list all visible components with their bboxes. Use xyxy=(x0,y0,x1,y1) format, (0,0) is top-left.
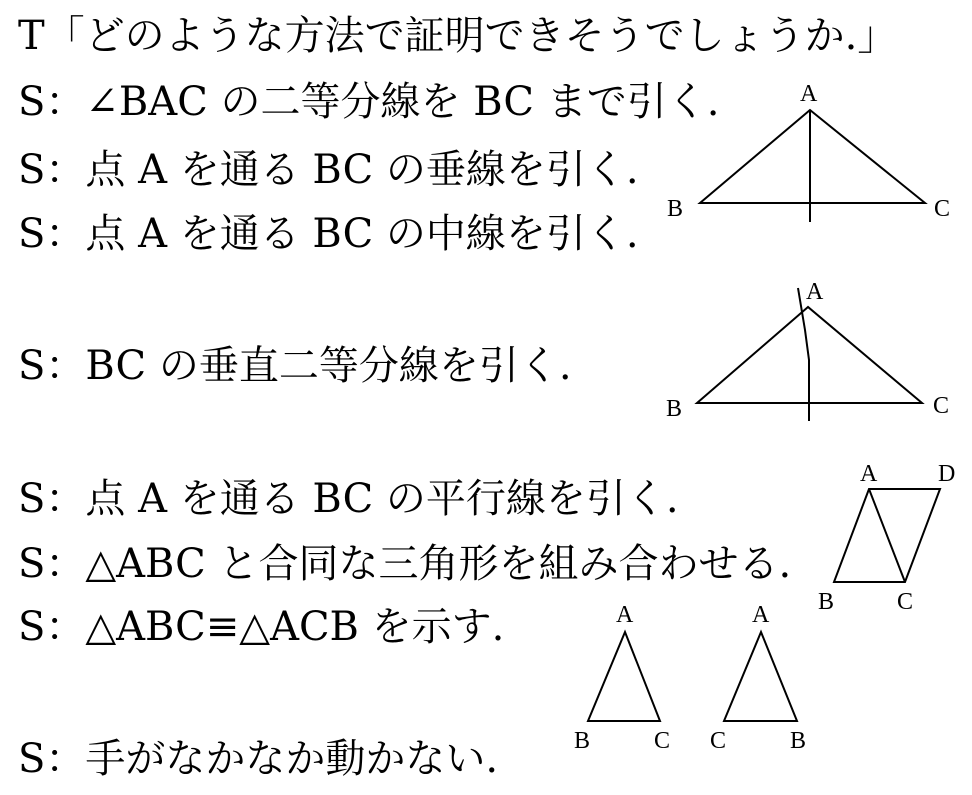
triangle-abc xyxy=(588,632,660,721)
vertex-label-a: A xyxy=(800,81,818,107)
vertex-label-a: A xyxy=(616,602,634,628)
vertex-label-d: D xyxy=(938,461,956,487)
dialogue-line-8: S：△ABC≡△ACB を示す. xyxy=(18,604,505,650)
triangle-figure-angle-bisector xyxy=(667,81,950,222)
vertex-label-c: C xyxy=(897,589,914,615)
triangle-figure-acb xyxy=(710,602,806,754)
dialogue-line-6: S：点 A を通る BC の平行線を引く. xyxy=(18,476,679,522)
parallelogram-figure xyxy=(818,461,955,615)
triangle-figure-abc xyxy=(574,602,670,754)
dialogue-line-1: T「どのような方法で証明できそうでしょうか.」 xyxy=(18,13,898,59)
triangle-abc xyxy=(700,110,925,203)
vertex-label-a: A xyxy=(860,461,878,487)
vertex-label-c: C xyxy=(934,196,951,222)
vertex-label-c: C xyxy=(710,728,727,754)
vertex-label-b: B xyxy=(574,728,591,754)
dialogue-line-5: S：BC の垂直二等分線を引く. xyxy=(18,343,572,389)
dialogue-line-2: S：∠BAC の二等分線を BC まで引く. xyxy=(18,79,720,125)
dialogue-line-3: S：点 A を通る BC の垂線を引く. xyxy=(18,147,639,193)
vertex-label-c: C xyxy=(654,728,671,754)
dialogue-line-4: S：点 A を通る BC の中線を引く. xyxy=(18,211,639,257)
vertex-label-a: A xyxy=(752,602,770,628)
triangle-acb xyxy=(724,632,797,721)
vertex-label-b: B xyxy=(818,589,835,615)
vertex-label-b: B xyxy=(667,196,684,222)
dialogue-line-9: S：手がなかなか動かない. xyxy=(18,736,499,782)
vertex-label-b: B xyxy=(790,728,807,754)
triangle-figure-perpendicular-bisector xyxy=(666,279,949,422)
dialogue-line-7: S：△ABC と合同な三角形を組み合わせる. xyxy=(18,541,792,587)
vertex-label-b: B xyxy=(666,396,683,422)
vertex-label-a: A xyxy=(806,279,824,305)
segment-ac xyxy=(869,489,905,582)
vertex-label-c: C xyxy=(933,393,950,419)
